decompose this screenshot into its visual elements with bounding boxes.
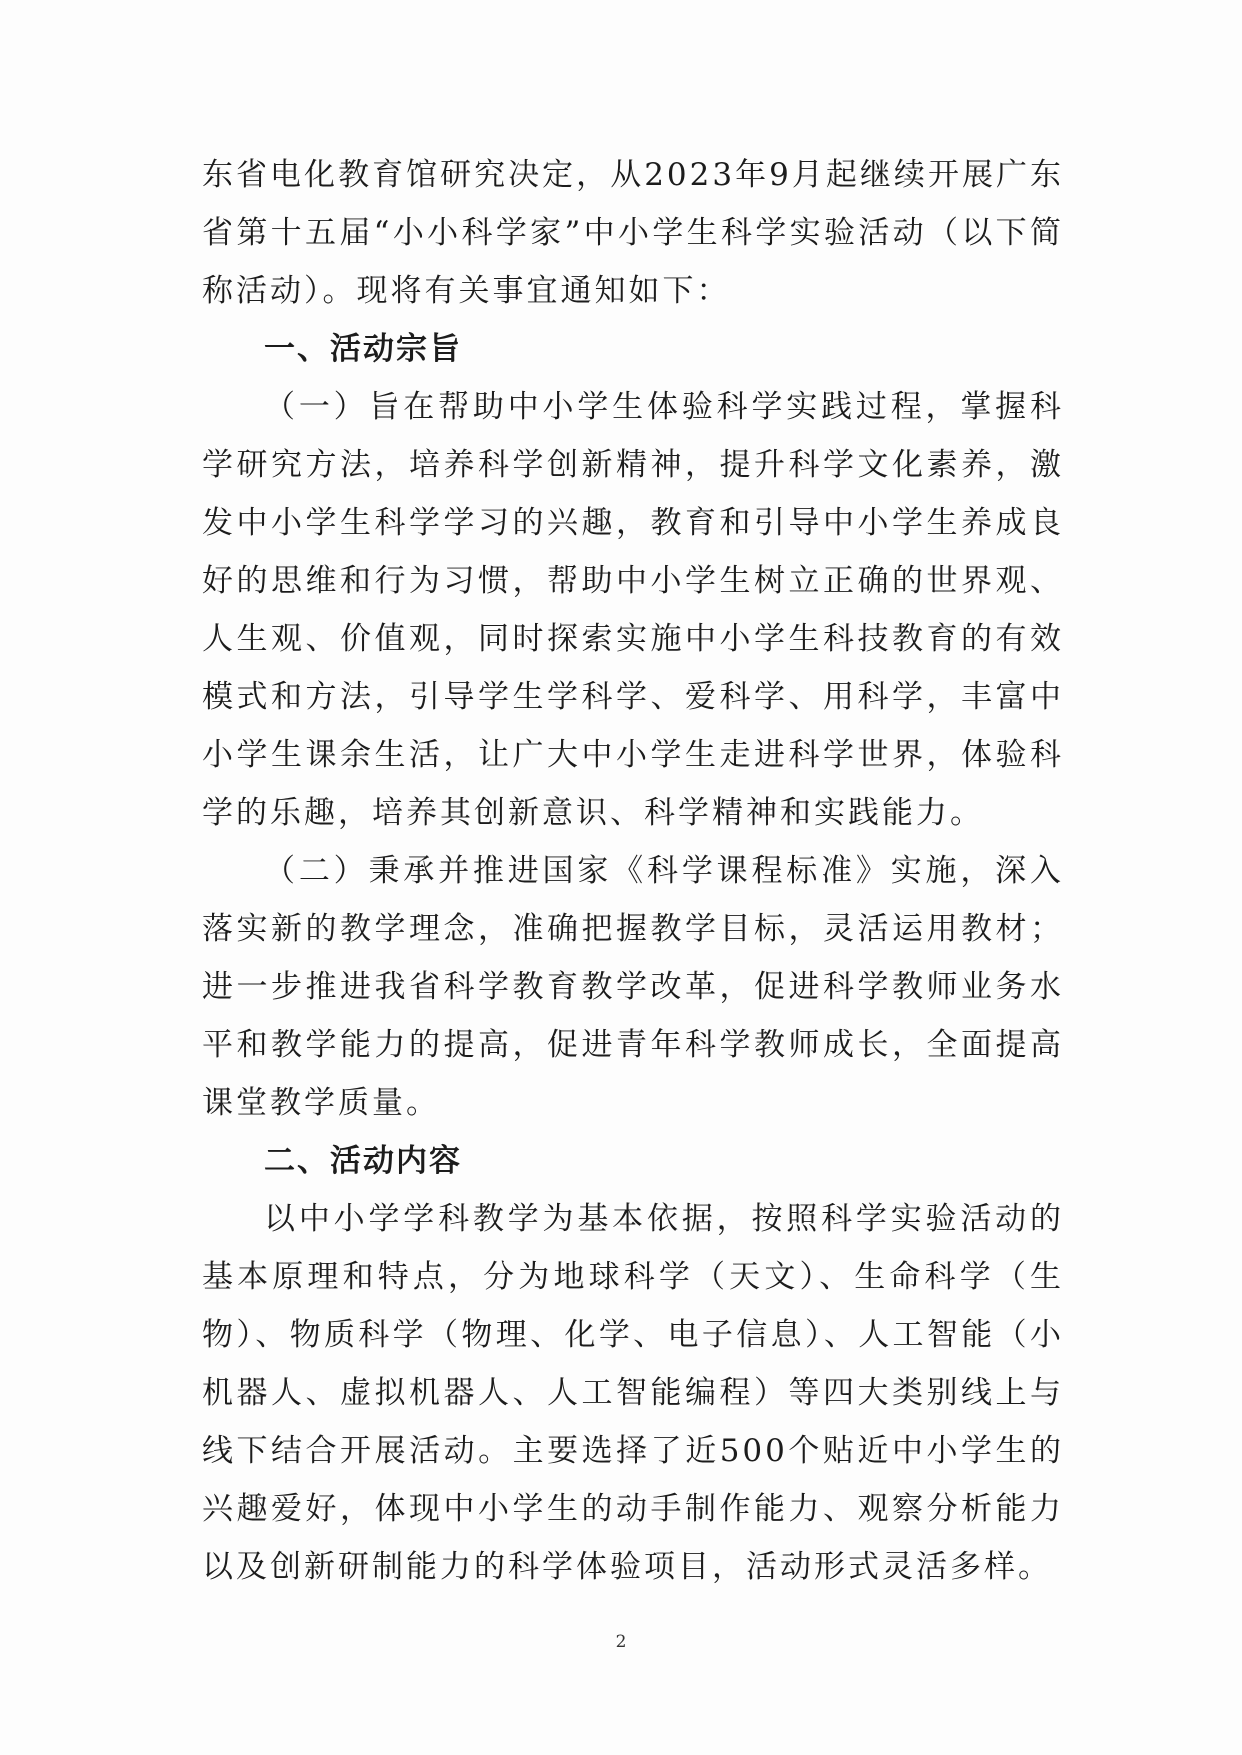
section-heading-content: 二、活动内容 — [264, 1143, 462, 1179]
purpose-paragraph-1: （一）旨在帮助中小学生体验科学实践过程，掌握科学研究方法，培养科学创新精神，提升科学文化素养，激发中小学生科学学习的兴趣，教育和引导中小学生养成良好的思维和行为习惯，帮助中小学生树立正确的世界观、人生观、价值观，同时探索实施中小学生科技教育的有效模式和方法，引导学生学科学、爱科学、用科学，丰富中小学生课余生活，让广大中小学生走进科学世界，体验科学的乐趣，培养其创新意识、科学精神和实践能力。 — [202, 389, 1064, 831]
section-heading-purpose: 一、活动宗旨 — [264, 331, 462, 367]
content-paragraph-1: 以中小学学科教学为基本依据，按照科学实验活动的基本原理和特点，分为地球科学（天文）、生命科学（生物）、物质科学（物理、化学、电子信息）、人工智能（小机器人、虚拟机器人、人工智能编程）等四大类别线上与线下结合开展活动。主要选择了近500个贴近中小学生的兴趣爱好，体现中小学生的动手制作能力、观察分析能力以及创新研制能力的科学体验项目，活动形式灵活多样。 — [202, 1201, 1064, 1585]
page-number: 2 — [615, 1632, 627, 1652]
intro-paragraph: 东省电化教育馆研究决定，从2023年9月起继续开展广东省第十五届“小小科学家”中小学生科学实验活动（以下简称活动）。现将有关事宜通知如下： — [202, 157, 1064, 309]
purpose-paragraph-2: （二）秉承并推进国家《科学课程标准》实施，深入落实新的教学理念，准确把握教学目标，灵活运用教材；进一步推进我省科学教育教学改革，促进科学教师业务水平和教学能力的提高，促进青年科学教师成长，全面提高课堂教学质量。 — [202, 853, 1064, 1121]
document-body — [202, 146, 1064, 1596]
